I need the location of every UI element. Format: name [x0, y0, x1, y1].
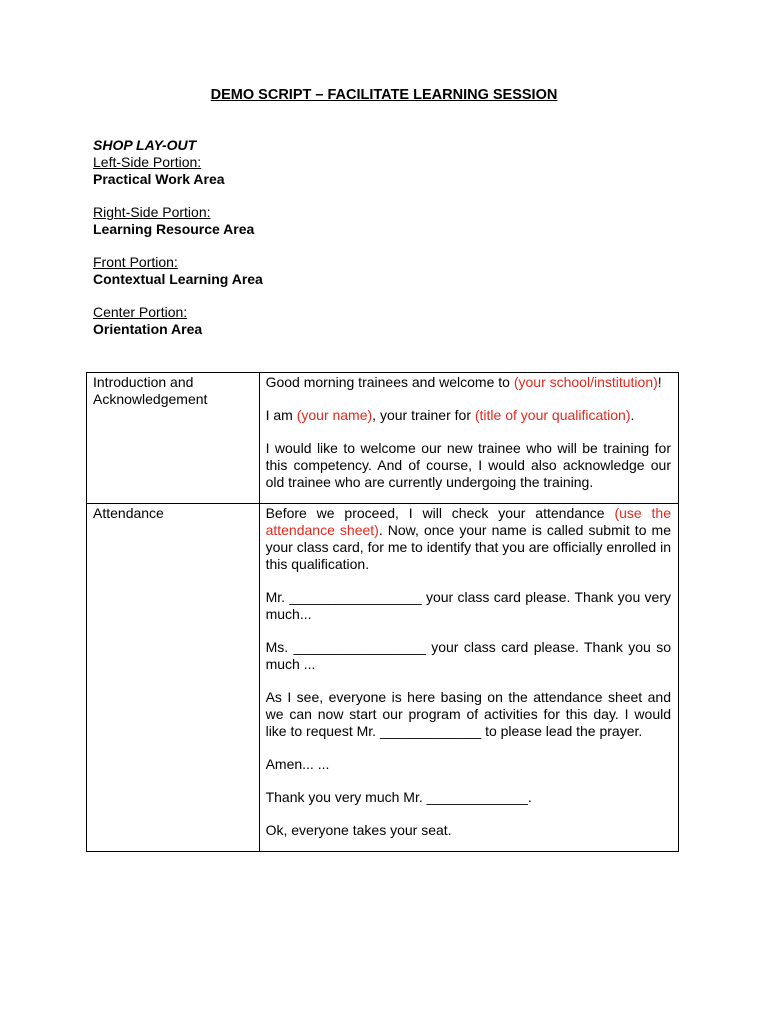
right-side-portion	[93, 204, 263, 238]
script-paragraph: Amen... ...	[265, 756, 330, 772]
script-paragraph	[266, 374, 671, 391]
script-text: .	[630, 407, 635, 423]
portion-label: Front Portion:	[93, 254, 178, 270]
shop-layout-heading: SHOP LAY-OUT	[93, 137, 197, 153]
demo-script-table	[86, 372, 679, 852]
portion-value: Practical Work Area	[93, 171, 225, 187]
table-row	[87, 373, 679, 504]
table-row	[87, 504, 679, 852]
left-side-portion	[93, 154, 263, 188]
script-paragraph	[266, 407, 671, 424]
script-paragraph: Thank you very much Mr. _____________.	[265, 789, 532, 805]
row-label-introduction: Introduction and Acknowledgement	[87, 373, 260, 504]
portion-value: Orientation Area	[93, 321, 203, 337]
portion-value: Learning Resource Area	[93, 221, 255, 237]
script-paragraph: Ms. _________________ your class card please. Thank you so much ...	[265, 639, 671, 672]
row-content-attendance	[259, 504, 678, 852]
script-paragraph: As I see, everyone is here basing on the attendance sheet and we can now start our program of activities for this day. I would like to request Mr. _____________ to please lead the prayer.	[265, 689, 671, 739]
shop-layout-section	[93, 137, 263, 354]
placeholder-text: (your school/institution)	[513, 374, 658, 390]
script-paragraph	[266, 505, 671, 573]
script-text: !	[657, 374, 662, 390]
script-text: I am	[265, 407, 297, 423]
script-text: Good morning trainees and welcome to	[265, 374, 514, 390]
portion-label: Left-Side Portion:	[93, 154, 202, 170]
script-paragraph: I would like to welcome our new trainee who will be training for this competency. And of course, I would also acknowledge our old trainee who are currently undergoing the training.	[265, 440, 671, 490]
portion-value: Contextual Learning Area	[93, 271, 263, 287]
script-text: . Now, once your name is called submit to me your class card, for me to identify that you are officially enrolled in this qualification.	[265, 522, 671, 572]
center-portion	[93, 304, 263, 338]
row-label-attendance: Attendance	[87, 504, 260, 852]
placeholder-text: (your name)	[296, 407, 373, 423]
portion-label: Right-Side Portion:	[93, 204, 211, 220]
front-portion	[93, 254, 263, 288]
portion-label: Center Portion:	[93, 304, 188, 320]
script-text: , your trainer for	[372, 407, 475, 423]
script-paragraph: Mr. _________________ your class card please. Thank you very much...	[265, 589, 671, 622]
script-paragraph: Ok, everyone takes your seat.	[265, 822, 452, 838]
script-text: Before we proceed, I will check your attendance	[265, 505, 615, 521]
document-title: DEMO SCRIPT – FACILITATE LEARNING SESSION	[210, 87, 558, 103]
row-content-introduction	[259, 373, 678, 504]
placeholder-text: (use the attendance sheet)	[265, 505, 671, 538]
placeholder-text: (title of your qualification)	[474, 407, 631, 423]
